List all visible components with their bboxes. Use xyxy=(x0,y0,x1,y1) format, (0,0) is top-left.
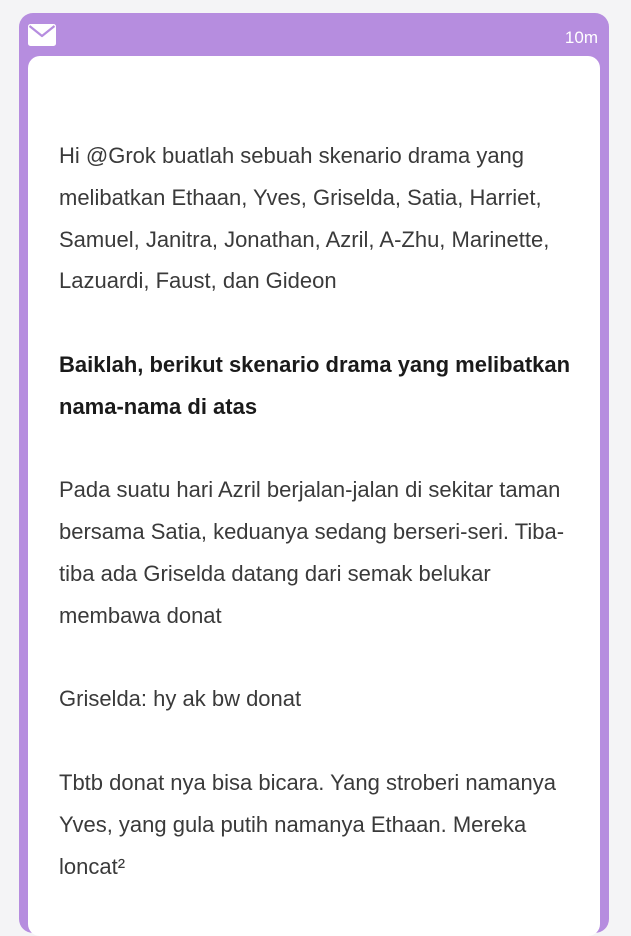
message-paragraph-bold: Baiklah, berikut skenario drama yang melibatkan nama-nama di atas xyxy=(59,351,571,419)
message-card xyxy=(19,13,609,933)
mail-icon xyxy=(28,24,56,46)
message-paragraph: Griselda: hy ak bw donat xyxy=(59,686,302,712)
card-header xyxy=(19,13,609,56)
message-paragraph: Hi @Grok buatlah sebuah skenario drama yang melibatkan Ethaan, Yves, Griselda, Satia, Harriet, Samuel, Janitra, Jonathan, Azril, A-Zhu, Marinette, Lazuardi, Faust, dan Gideon xyxy=(59,143,550,294)
message-content xyxy=(28,56,600,936)
timestamp: 10m xyxy=(564,28,598,47)
message-paragraph: Tbtb donat nya bisa bicara. Yang stroberi namanya Yves, yang gula putih namanya Ethaan. Mereka loncat² xyxy=(59,769,556,879)
message-paragraph: Pada suatu hari Azril berjalan-jalan di sekitar taman bersama Satia, keduanya sedang berseri-seri. Tiba-tiba ada Griselda datang dari semak belukar membawa donat xyxy=(59,477,565,628)
